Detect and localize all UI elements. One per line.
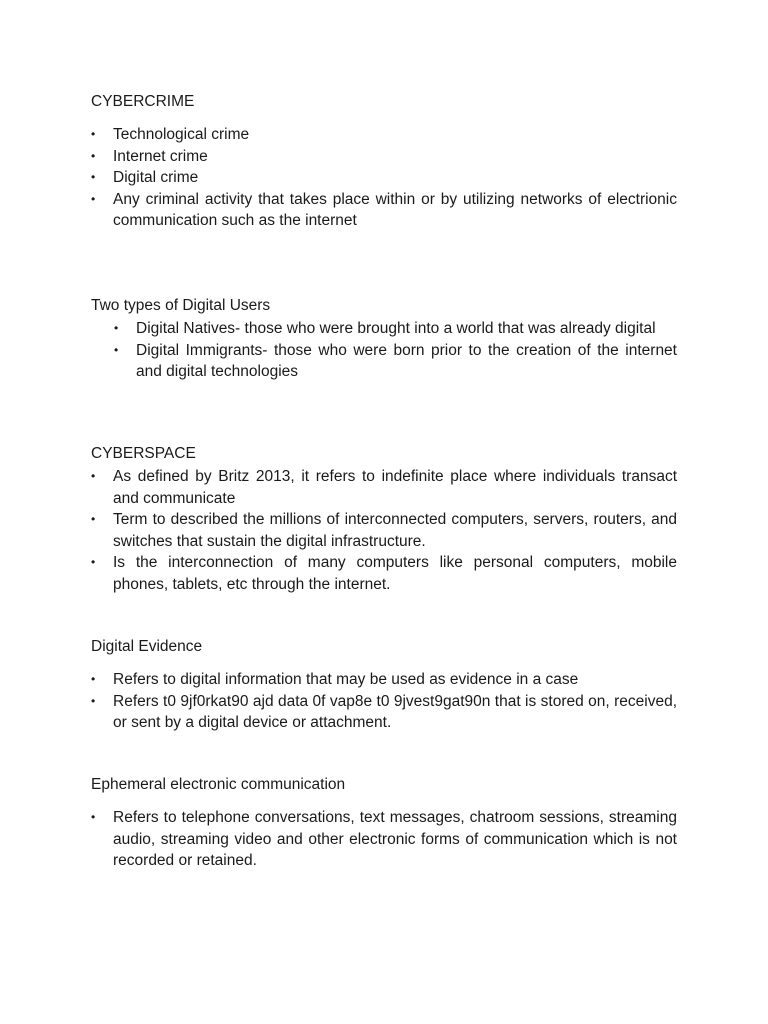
list-item bbox=[91, 669, 677, 691]
bullet-icon: • bbox=[91, 191, 96, 206]
bullet-icon: • bbox=[91, 555, 96, 569]
list-item-text: Digital Natives- those who were brought into a world that was already digital bbox=[136, 320, 656, 337]
list-item-text: Refers to digital information that may be used as evidence in a case bbox=[113, 671, 579, 688]
section-heading-digital-evidence: Digital Evidence bbox=[91, 638, 203, 655]
digital-users-list bbox=[114, 318, 677, 383]
list-item-text: Internet crime bbox=[113, 147, 208, 165]
bullet-icon: • bbox=[114, 321, 119, 335]
bullet-icon: • bbox=[91, 512, 96, 526]
bullet-icon: • bbox=[91, 170, 96, 184]
list-item bbox=[91, 509, 677, 552]
ephemeral-communication-list bbox=[91, 807, 677, 872]
list-item bbox=[114, 318, 677, 340]
section-heading-ephemeral-communication: Ephemeral electronic communication bbox=[91, 776, 346, 793]
list-item bbox=[91, 167, 677, 189]
list-item-text: Term to described the millions of interconnected computers, servers, routers, and switches that sustain the digital infrastructure. bbox=[113, 511, 677, 550]
section-heading-cyberspace: CYBERSPACE bbox=[91, 445, 196, 462]
list-item-text: Technological crime bbox=[113, 126, 250, 143]
cybercrime-list bbox=[91, 124, 677, 232]
cyberspace-list bbox=[91, 466, 677, 595]
list-item-text: Is the interconnection of many computers like personal computers, mobile phones, tablets, etc through the internet. bbox=[113, 554, 677, 593]
bullet-icon: • bbox=[91, 469, 96, 483]
list-item-text: Any criminal activity that takes place within or by utilizing networks of electrionic communication such as the internet bbox=[113, 190, 677, 229]
bullet-icon: • bbox=[91, 810, 96, 824]
list-item-text: Refers t0 9jf0rkat90 ajd data 0f vap8e t0 9jvest9gat90n that is stored on, received, or sent by a digital device or attachment. bbox=[113, 692, 677, 731]
list-item bbox=[114, 340, 677, 383]
section-heading-cybercrime: CYBERCRIME bbox=[91, 93, 195, 110]
list-item bbox=[91, 691, 677, 734]
list-item bbox=[91, 124, 677, 146]
bullet-icon: • bbox=[91, 693, 96, 708]
list-item bbox=[91, 807, 677, 872]
list-item-text: Refers to telephone conversations, text messages, chatroom sessions, streaming audio, streaming video and other electronic forms of communication which is not recorded or retained. bbox=[113, 809, 677, 869]
list-item-text: Digital crime bbox=[113, 169, 199, 186]
section-heading-digital-users: Two types of Digital Users bbox=[91, 297, 271, 314]
bullet-icon: • bbox=[91, 148, 96, 163]
digital-evidence-list bbox=[91, 669, 677, 734]
list-item bbox=[91, 552, 677, 595]
list-item-text: As defined by Britz 2013, it refers to indefinite place where individuals transact and communicate bbox=[113, 468, 677, 507]
bullet-icon: • bbox=[91, 127, 96, 141]
list-item bbox=[91, 146, 677, 168]
bullet-icon: • bbox=[91, 672, 96, 686]
list-item-text: Digital Immigrants- those who were born prior to the creation of the internet and digital technologies bbox=[136, 341, 677, 380]
list-item bbox=[91, 466, 677, 509]
list-item bbox=[91, 189, 677, 232]
bullet-icon: • bbox=[114, 342, 119, 357]
